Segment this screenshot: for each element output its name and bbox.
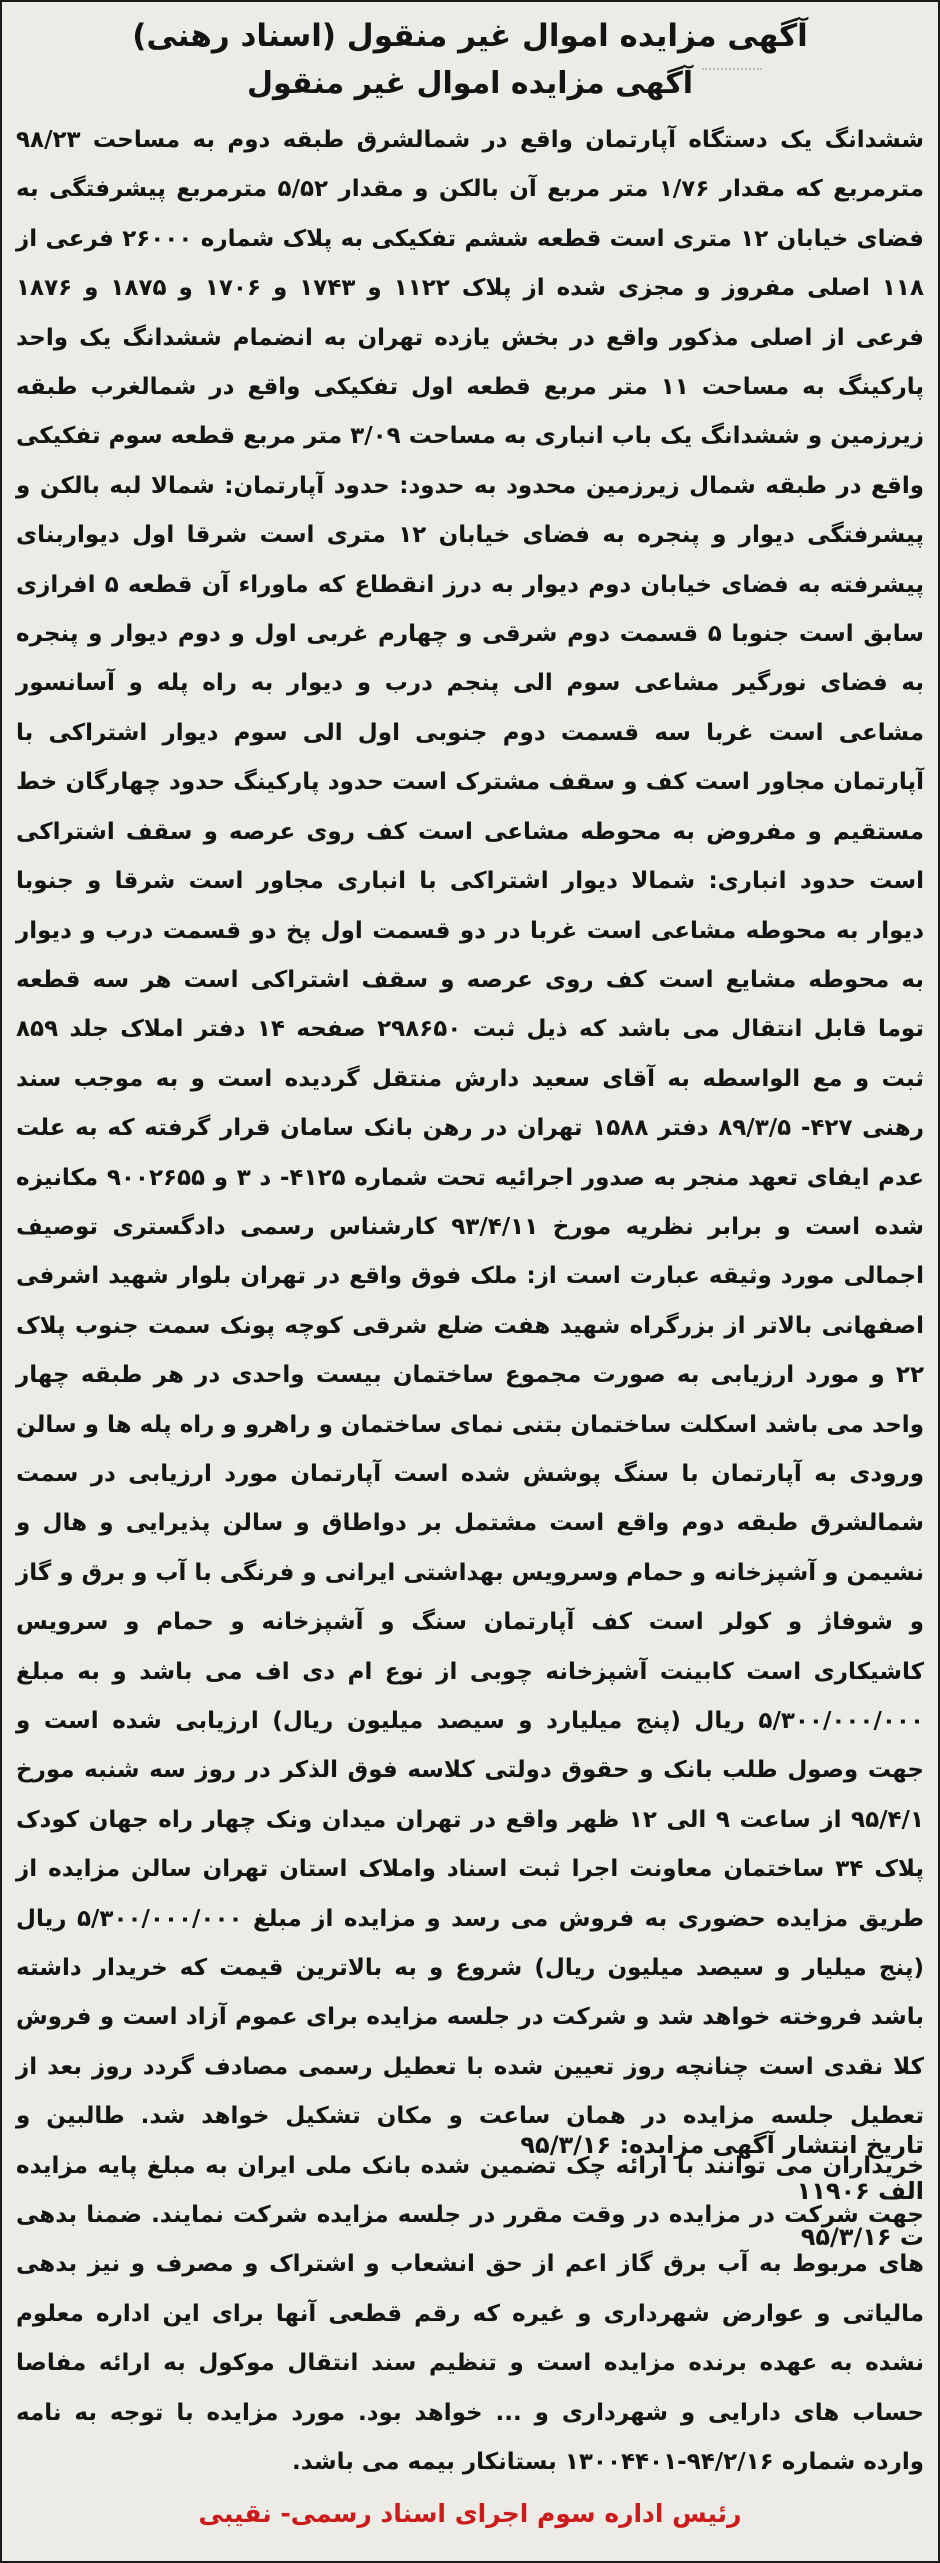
notice-code-line: الف ۱۱۹۰۶ [796, 2177, 924, 2205]
notice-footer [16, 2122, 924, 2260]
notice-body-text: ششدانگ یک دستگاه آپارتمان واقع در شمالشرق طبقه دوم به مساحت ۹۸/۲۳ مترمربع که مقدار ۱/۷۶ متر مربع آن بالکن و مقدار ۵/۵۲ مترمربع پیشرفتگی به فضای خیابان ۱۲ متری است قطعه ششم تفکیکی به پلاک شماره ۲۶۰۰۰ فرعی از ۱۱۸ اصلی مفروز و مجزی شده از پلاک ۱۱۲۲ و ۱۷۴۳ و ۱۷۰۶ و ۱۸۷۵ و ۱۸۷۶ فرعی از اصلی مذکور واقع در بخش یازده تهران به انضمام ششدانگ یک واحد پارکینگ به مساحت ۱۱ متر مربع قطعه اول تفکیکی واقع در شمالغرب طبقه زیرزمین و ششدانگ یک باب انباری به مساحت ۳/۰۹ متر مربع قطعه سوم تفکیکی واقع در طبقه شمال زیرزمین محدود به حدود: حدود آپارتمان: شمالا لبه بالکن و پیشرفتگی دیوار و پنجره به فضای خیابان ۱۲ متری است شرقا اول دیواربنای پیشرفته به فضای خیابان دوم دیوار به درز انقطاع که ماوراء آن قطعه ۵ افرازی سابق است جنوبا ۵ قسمت دوم شرقی و چهارم غربی اول و دوم دیوار و پنجره به فضای نورگیر مشاعی سوم الی پنجم درب و دیوار به راه پله و آسانسور مشاعی است غربا سه قسمت دوم جنوبی اول الی سوم دیوار اشتراکی با آپارتمان مجاور است کف و سقف مشترک است حدود پارکینگ حدود چهارگان خط مستقیم و مفروض به محوطه مشاعی است کف روی عرصه و سقف اشتراکی است حدود انباری: شمالا دیوار اشتراکی با انباری مجاور است شرقا و جنوبا دیوار به محوطه مشاعی است غربا در دو قسمت اول پخ دو قسمت درب و دیوار به محوطه مشایع است کف روی عرصه و سقف اشتراکی است هر سه قطعه توما قابل انتقال می باشد که ذیل ثبت ۲۹۸۶۵۰ صفحه ۱۴ دفتر املاک جلد ۸۵۹ ثبت و مع الواسطه به آقای سعید دارش منتقل گردیده است و به موجب سند رهنی ۴۲۷- ۸۹/۳/۵ دفتر ۱۵۸۸ تهران در رهن بانک سامان قرار گرفته که به علت عدم ایفای تعهد منجر به صدور اجرائیه تحت شماره ۴۱۲۵- د ۳ و ۹۰۰۲۶۵۵ مکانیزه شده است و برابر نظریه مورخ ۹۳/۴/۱۱ کارشناس رسمی دادگستری توصیف اجمالی مورد وثیقه عبارت است از: ملک فوق واقع در تهران بلوار شهید اشرفی اصفهانی بالاتر از بزرگراه شهید هفت ضلع شرقی کوچه پونک سمت جنوب پلاک ۲۲ و مورد ارزیابی به صورت مجموع ساختمان بیست واحدی در هر طبقه چهار واحد می باشد اسکلت ساختمان بتنی نمای ساختمان و راهرو و راه پله ها و سالن ورودی به آپارتمان با سنگ پوشش شده است آپارتمان مورد ارزیابی در سمت شمالشرق طبقه دوم واقع است مشتمل بر دواطاق و سالن پذیرایی و هال و نشیمن و آشپزخانه و حمام وسرویس بهداشتی ایرانی و فرنگی با آب و برق و گاز و شوفاژ و کولر است کف آپارتمان سنگ و آشپزخانه و حمام و سرویس کاشیکاری است کابینت آشپزخانه چوبی از نوع ام دی اف می باشد و به مبلغ ۵/۳۰۰/۰۰۰/۰۰۰ ریال (پنج میلیارد و سیصد میلیون ریال) ارزیابی شده است و جهت وصول طلب بانک و حقوق دولتی کلاسه فوق الذکر در روز سه شنبه مورخ ۹۵/۴/۱ از ساعت ۹ الی ۱۲ ظهر واقع در تهران میدان ونک چهار راه جهان کودک پلاک ۳۴ ساختمان معاونت اجرا ثبت اسناد واملاک استان تهران سالن مزایده از طریق مزایده حضوری به فروش می رسد و مزایده از مبلغ ۵/۳۰۰/۰۰۰/۰۰۰ ریال (پنج میلیار و سیصد میلیون ریال) شروع و به بالاترین قیمت که خریدار داشته باشد فروخته خواهد شد و شرکت در جلسه مزایده برای عموم آزاد است و فروش کلا نقدی است چنانچه روز تعیین شده با تعطیل رسمی مصادف گردد روز بعد از تعطیل جلسه مزایده در همان ساعت و مکان تشکیل خواهد شد. طالبین و خریداران می توانند با ارائه چک تضمین شده بانک ملی ایران به مبلغ پایه مزایده جهت شرکت در مزایده در وقت مقرر در جلسه مزایده شرکت نمایند. ضمنا بدهی های مربوط به آب برق گاز اعم از حق انشعاب و اشتراک و مصرف و نیز بدهی مالیاتی و عوارض شهرداری و غیره که رقم قطعی آنها برای این اداره معلوم نشده به عهده برنده مزایده است و تنظیم سند انتقال موکول به ارائه مفاصا حساب های دارایی و شهرداری و ... خواهد بود. مورد مزایده با توجه به نامه وارده شماره ۹۴/۲/۱۶-۱۳۰۰۴۴۰۱ بستانکار بیمه می باشد. [16, 127, 925, 2476]
notice-date-line: ت ۹۵/۳/۱۶ [800, 2223, 924, 2251]
notice-main-heading: آگهی مزایده اموال غیر منقول (اسناد رهنی) [132, 18, 808, 54]
publish-date-line: تاریخ انتشار آگهی مزایده: ۹۵/۳/۱۶ [520, 2131, 924, 2159]
notice-sub-heading: آگهی مزایده اموال غیر منقول [246, 66, 694, 101]
signature-line: رئیس اداره سوم اجرای اسناد رسمی- نقیبی [198, 2499, 742, 2528]
